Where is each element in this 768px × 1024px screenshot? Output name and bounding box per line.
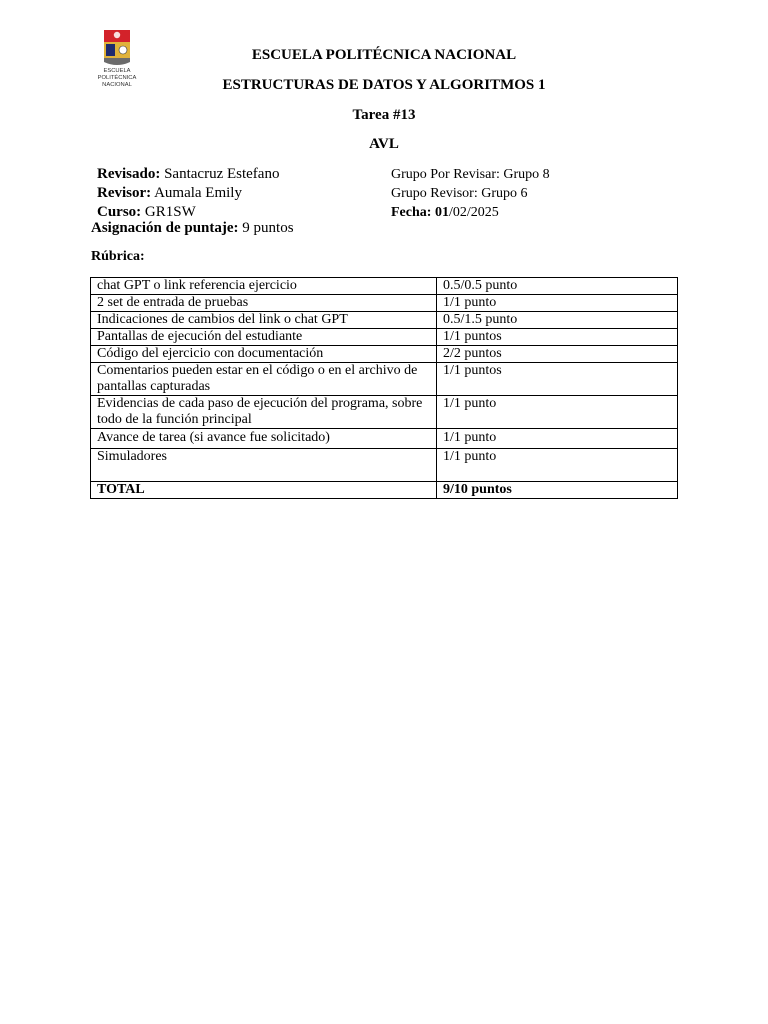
criterion-cell: Comentarios pueden estar en el código o en el archivo de pantallas capturadas bbox=[91, 363, 437, 396]
logo-caption-line: ESCUELA bbox=[103, 68, 131, 74]
total-value: 9/10 puntos bbox=[437, 482, 678, 499]
fecha-line bbox=[391, 203, 550, 222]
table-row bbox=[91, 312, 678, 329]
institution-title: ESCUELA POLITÉCNICA NACIONAL bbox=[251, 47, 517, 63]
points-cell: 0.5/1.5 punto bbox=[437, 312, 678, 329]
revisor-line bbox=[97, 184, 279, 203]
table-row bbox=[91, 278, 678, 295]
logo-caption-line: NACIONAL bbox=[102, 82, 132, 88]
criterion-cell: Evidencias de cada paso de ejecución del programa, sobre todo de la función principal bbox=[91, 396, 437, 429]
revisado-label: Revisado: bbox=[97, 166, 161, 182]
total-label: TOTAL bbox=[91, 482, 437, 499]
course-title: ESTRUCTURAS DE DATOS Y ALGORITMOS 1 bbox=[222, 77, 546, 93]
points-cell: 2/2 puntos bbox=[437, 346, 678, 363]
rubric-table bbox=[90, 277, 678, 499]
total-row bbox=[91, 482, 678, 499]
criterion-cell: Indicaciones de cambios del link o chat GPT bbox=[91, 312, 437, 329]
score-line bbox=[91, 220, 294, 237]
meta-right-block bbox=[391, 165, 550, 222]
fecha-rest: /02/2025 bbox=[448, 205, 499, 220]
curso-label: Curso: bbox=[97, 204, 142, 220]
rubric-label: Rúbrica: bbox=[91, 249, 145, 264]
curso-value: GR1SW bbox=[141, 204, 196, 220]
criterion-cell: Avance de tarea (si avance fue solicitado) bbox=[91, 429, 437, 449]
score-label: Asignación de puntaje: bbox=[91, 220, 239, 236]
table-row bbox=[91, 295, 678, 312]
logo-caption-line: POLITÉCNICA bbox=[97, 75, 137, 81]
revisor-label: Revisor: bbox=[97, 185, 152, 201]
grupo-revisor: Grupo Revisor: Grupo 6 bbox=[391, 186, 528, 201]
table-row bbox=[91, 396, 678, 429]
table-row bbox=[91, 329, 678, 346]
points-cell: 1/1 punto bbox=[437, 396, 678, 429]
points-cell: 1/1 punto bbox=[437, 449, 678, 482]
criterion-cell: Simuladores bbox=[91, 449, 437, 482]
assignment-title: Tarea #13 bbox=[352, 107, 416, 123]
grupo-por-revisar: Grupo Por Revisar: Grupo 8 bbox=[391, 167, 550, 182]
meta-left-block bbox=[97, 165, 279, 222]
criterion-cell: chat GPT o link referencia ejercicio bbox=[91, 278, 437, 295]
points-cell: 0.5/0.5 punto bbox=[437, 278, 678, 295]
table-row bbox=[91, 449, 678, 482]
score-value: 9 puntos bbox=[238, 220, 294, 236]
criterion-cell: Pantallas de ejecución del estudiante bbox=[91, 329, 437, 346]
points-cell: 1/1 puntos bbox=[437, 329, 678, 346]
fecha-day: 01 bbox=[431, 205, 449, 220]
topic-title: AVL bbox=[369, 136, 399, 152]
revisado-value: Santacruz Estefano bbox=[160, 166, 280, 182]
points-cell: 1/1 punto bbox=[437, 295, 678, 312]
points-cell: 1/1 punto bbox=[437, 429, 678, 449]
revisor-value: Aumala Emily bbox=[151, 185, 242, 201]
table-row bbox=[91, 363, 678, 396]
revisado-line bbox=[97, 165, 279, 184]
points-cell: 1/1 puntos bbox=[437, 363, 678, 396]
criterion-cell: 2 set de entrada de pruebas bbox=[91, 295, 437, 312]
fecha-label: Fecha: bbox=[391, 205, 432, 220]
table-row bbox=[91, 346, 678, 363]
table-row bbox=[91, 429, 678, 449]
criterion-cell: Código del ejercicio con documentación bbox=[91, 346, 437, 363]
